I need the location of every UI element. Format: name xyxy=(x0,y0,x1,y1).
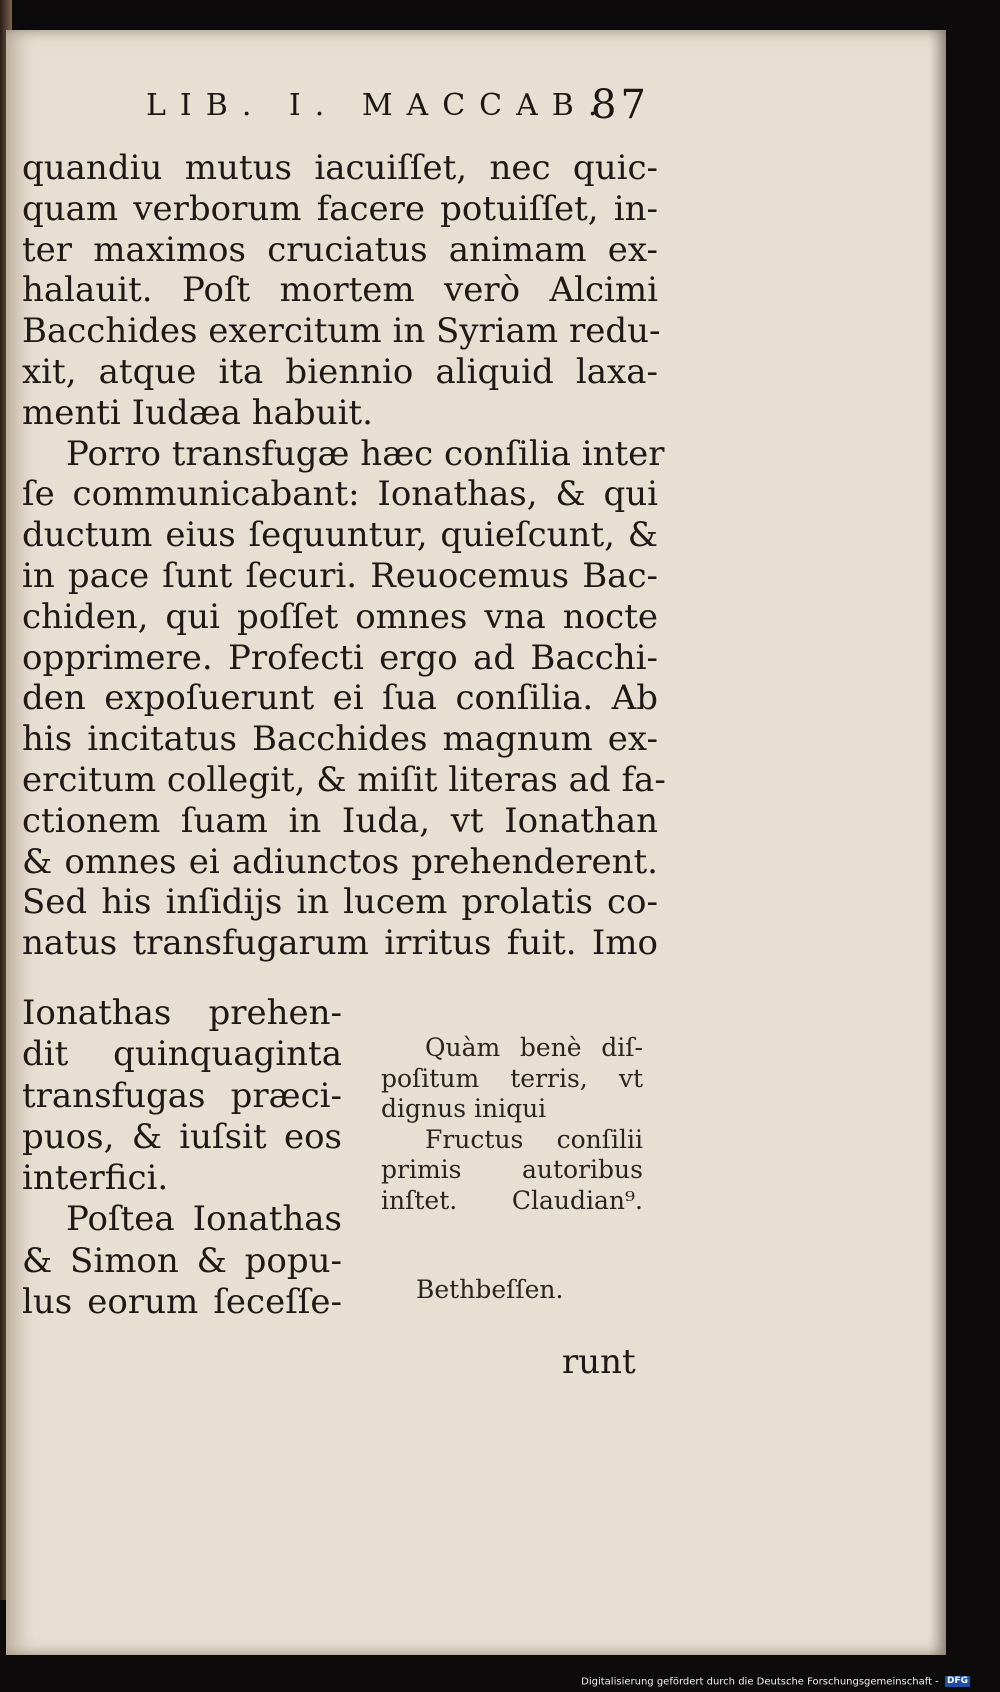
running-head: LIB. I. MACCAB. xyxy=(146,88,612,123)
text-line: in pace ſunt ſecuri. Reuocemus Bac- xyxy=(22,555,658,596)
text-line: ctionem ſuam in Iuda, vt Ionathan xyxy=(22,800,658,841)
text-line: ductum eius ſequuntur, quieſcunt, & xyxy=(22,515,658,556)
text-line: lus eorum ſeceſſe- xyxy=(22,1282,342,1323)
text-line: Porro transfugæ hæc conſilia inter xyxy=(66,433,665,474)
main-text-block xyxy=(22,148,666,964)
marginal-line: inſtet. Claudian⁹. xyxy=(381,1185,643,1215)
text-line: his incitatus Bacchides magnum ex- xyxy=(22,719,658,760)
marginal-place-name: Bethbeſſen. xyxy=(416,1275,564,1304)
page-edge-shadow xyxy=(928,30,946,1655)
page-number: 87 xyxy=(591,82,650,128)
marginal-line: Quàm benè diſ- xyxy=(425,1033,643,1062)
narrow-text-block xyxy=(22,993,342,1323)
footer-credit xyxy=(581,1676,970,1688)
text-line: natus transfugarum irritus fuit. Imo xyxy=(22,923,658,964)
text-line: quandiu mutus iacuiſſet, nec quic- xyxy=(22,148,658,188)
text-line: & Simon & popu- xyxy=(22,1240,342,1281)
credit-text: Digitalisierung gefördert durch die Deutsche Forschungsgemeinschaft - xyxy=(581,1676,939,1688)
text-line: ercitum collegit, & miſit literas ad fa- xyxy=(22,759,666,800)
text-line: puos, & iuſsit eos xyxy=(22,1116,342,1157)
text-line: den expoſuerunt ei ſua conſilia. Ab xyxy=(22,678,658,719)
text-line: ſe communicabant: Ionathas, & qui xyxy=(22,474,658,515)
book-page xyxy=(6,30,946,1655)
text-line: menti Iudæa habuit. xyxy=(22,392,373,433)
marginal-line: Fructus conſilii xyxy=(425,1124,643,1154)
text-line: ter maximos cruciatus animam ex- xyxy=(22,229,658,270)
text-line: xit, atque ita biennio aliquid laxa- xyxy=(22,351,658,392)
marginal-note xyxy=(381,1033,643,1216)
text-line: dit quinquaginta xyxy=(22,1034,342,1075)
catchword: runt xyxy=(562,1342,636,1382)
text-line: chiden, qui poſſet omnes vna nocte xyxy=(22,596,658,637)
text-line: Poſtea Ionathas xyxy=(66,1199,342,1240)
text-line: quam verborum facere potuiſſet, in- xyxy=(22,188,658,229)
text-line: & omnes ei adiunctos prehenderent. xyxy=(22,841,658,882)
text-line: transfugas præci- xyxy=(22,1075,342,1116)
text-line: opprimere. Profecti ergo ad Bacchi- xyxy=(22,637,658,678)
text-line: interfici. xyxy=(22,1158,169,1199)
text-line: Ionathas prehen- xyxy=(22,993,342,1033)
text-line: Bacchides exercitum in Syriam redu- xyxy=(22,311,661,352)
text-line: Sed his inſidijs in lucem prolatis co- xyxy=(22,882,658,923)
marginal-line: primis autoribus xyxy=(381,1155,643,1184)
dfg-logo-icon: DFG xyxy=(946,1676,968,1686)
text-line: halauit. Poſt mortem verò Alcimi xyxy=(22,270,658,311)
marginal-line: dignus iniqui xyxy=(381,1094,547,1123)
marginal-line: poſitum terris, vt xyxy=(381,1063,643,1093)
